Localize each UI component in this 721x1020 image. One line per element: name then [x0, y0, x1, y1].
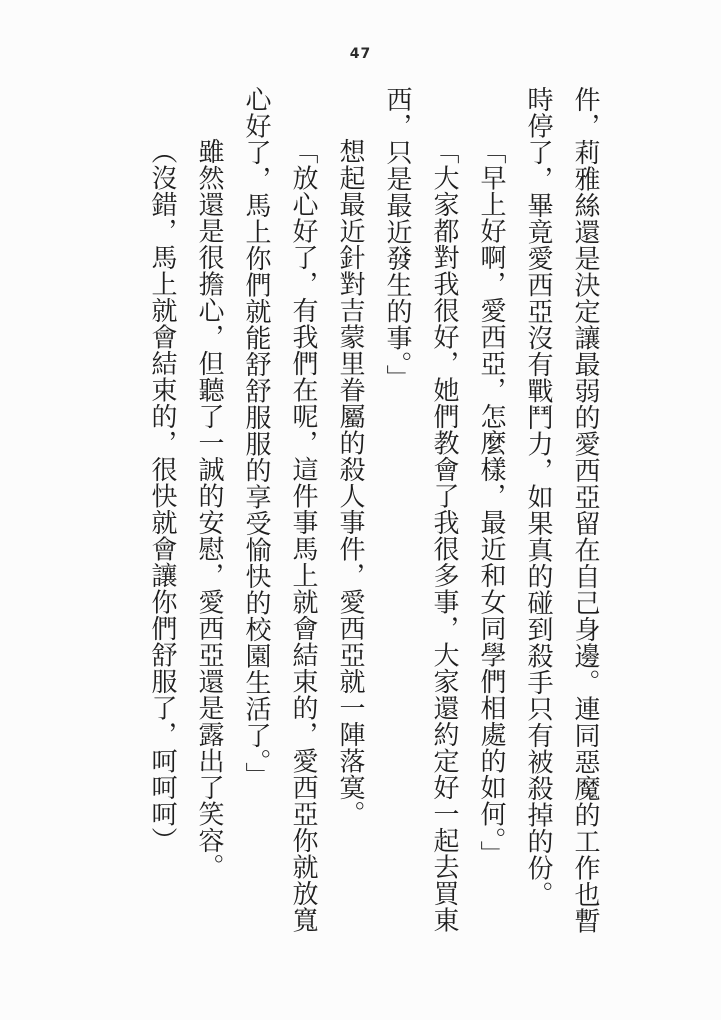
paragraph: 「早上好啊，愛西亞，怎麼樣，最近和女同學們相處的如何。」 [477, 138, 506, 867]
paragraph: （沒錯，馬上就會結束的，很快就會讓你們舒服了，呵呵呵） [148, 138, 177, 854]
paragraph: 件，莉雅絲還是決定讓最弱的愛西亞留在自己身邊。連同惡魔的工作也暫時停了，畢竟愛西亞沒有戰鬥力，如果真的碰到殺手只有被殺掉的份。 [524, 86, 600, 934]
paragraph: 想起最近針對吉蒙里眷屬的殺人事件，愛西亞就一陣落寞。 [336, 138, 365, 827]
page-number: 47 [349, 46, 372, 62]
paragraph: 雖然還是很擔心，但聽了一誠的安慰，愛西亞還是露出了笑容。 [195, 138, 224, 880]
paragraph: 「大家都對我很好，她們教會了我很多事，大家還約定好一起去買東西，只是最近發生的事。」 [383, 86, 459, 933]
paragraph: 「放心好了，有我們在呢，這件事馬上就會結束的，愛西亞你就放寬心好了，馬上你們就能舒舒服服的享受愉快的校園生活了。」 [242, 86, 318, 933]
vertical-text-block [139, 86, 609, 938]
